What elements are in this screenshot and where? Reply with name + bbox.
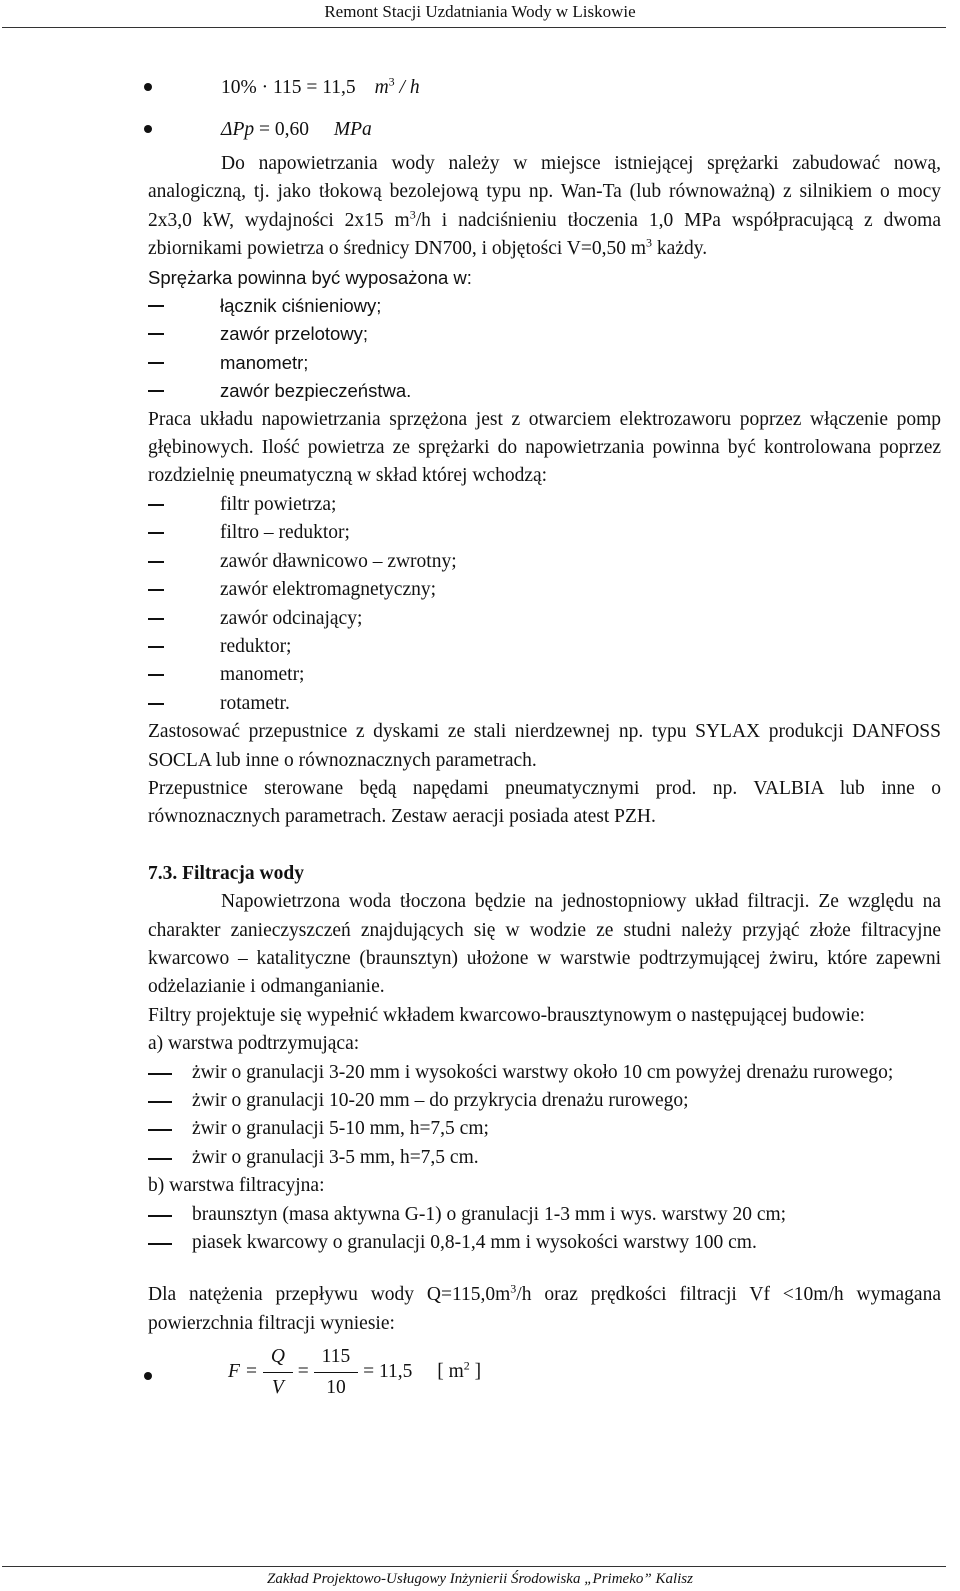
list-item: żwir o granulacji 5-10 mm, h=7,5 cm;	[148, 1115, 941, 1143]
paragraph-valves-1: Zastosować przepustnice z dyskami ze stali nierdzewnej np. typu SYLAX produkcji DANFOSS SOCLA lub inne o równoznacznych parametrach.	[148, 721, 941, 771]
list-item: żwir o granulacji 3-5 mm, h=7,5 cm.	[148, 1144, 941, 1172]
dash-icon	[148, 618, 164, 620]
formula-delta: ΔPp	[221, 119, 255, 140]
formula-lhs: F =	[228, 1361, 258, 1383]
dash-icon	[148, 333, 164, 335]
paragraph-compressor: Do napowietrzania wody należy w miejsce istniejącej sprężarki zabudować nową, analogiczną, tj. jako tłokową bezolejową typu np. Wan-Ta (lub równoważną) z silnikiem o mocy 2x3,0 kW, wydajności 2x15 $m^3/h$ i nadciśnieniu tłoczenia 1,0 MPa współpracującą z dwoma zbiornikami powietrza o średnicy DN700, i objętości V=0,50 $m^3$ każdy.	[148, 153, 941, 260]
formula-value: = 0,60	[258, 119, 309, 140]
dash-icon	[148, 1101, 172, 1103]
paragraph-filter-2: Filtry projektuje się wypełnić wkładem kwarcowo-brausztynowym o następującej budowie:	[148, 1004, 865, 1026]
section-number: 7.3.	[148, 862, 178, 884]
dash-icon	[148, 1215, 172, 1217]
dash-icon	[148, 1243, 172, 1245]
main-text	[148, 150, 941, 1412]
list-item: reduktor;	[148, 633, 941, 661]
dash-icon	[148, 305, 164, 307]
dash-icon	[148, 589, 164, 591]
list-item: zawór przelotowy;	[148, 320, 941, 348]
formula-multiplier: 115	[273, 77, 302, 98]
dash-icon	[148, 390, 164, 392]
header-divider	[2, 27, 946, 28]
dash-icon	[148, 703, 164, 705]
formula-per: / h	[399, 77, 420, 98]
list-item: zawór dławnicowo – zwrotny;	[148, 548, 941, 576]
fraction-values: $\frac{115}{10}$	[314, 1342, 359, 1403]
list-item: rotametr.	[148, 690, 941, 718]
dash-icon	[148, 561, 164, 563]
fraction-q-v: $\frac{Q}{V}$	[263, 1342, 293, 1403]
section-heading	[148, 860, 941, 888]
formula-unit: [ m	[437, 1361, 464, 1383]
paragraph-flow: Dla natężenia przepływu wody $Q=115,0m^3/h$ oraz prędkości filtracji Vf <10m/h wymagana powierzchnia filtracji wyniesie:	[148, 1281, 941, 1334]
bullet-icon	[144, 125, 152, 133]
dash-icon	[148, 504, 164, 506]
bullet-icon	[144, 83, 152, 91]
list-item: filtr powietrza;	[148, 491, 941, 519]
compressor-intro: Sprężarka powinna być wyposażona w:	[148, 266, 472, 288]
dash-icon	[148, 1073, 172, 1075]
list-item: piasek kwarcowy o granulacji 0,8-1,4 mm i wysokości warstwy 100 cm.	[148, 1229, 941, 1257]
formula-exponent: 3	[388, 74, 395, 89]
list-item: manometr;	[148, 349, 941, 377]
formula-percent: 10%	[221, 77, 257, 98]
layer-b-heading: b) warstwa filtracyjna:	[148, 1175, 325, 1197]
dash-icon	[148, 646, 164, 648]
list-item: zawór bezpieczeństwa.	[148, 377, 941, 405]
layer-a-heading: a) warstwa podtrzymująca:	[148, 1033, 360, 1055]
formula-result: = 11,5	[363, 1361, 413, 1383]
footer-divider	[2, 1566, 946, 1567]
bullet-icon	[144, 1372, 152, 1380]
list-item: łącznik ciśnieniowy;	[148, 292, 941, 320]
paragraph-work: Praca układu napowietrzania sprzężona jest z otwarciem elektrozaworu poprzez włączenie pomp głębinowych. Ilość powietrza ze sprężarki do napowietrzania powinna być kontrolowana poprzez rozdzielnię pneumatyczną w skład której wchodzą:	[148, 408, 941, 487]
formula-area: F = $\frac{Q}{V}$ = $\frac{115}{10}$ = 11,5 [ $m^2$ ]	[148, 1342, 941, 1412]
list-item: filtro – reduktor;	[148, 519, 941, 547]
page-body	[148, 70, 941, 148]
formula-unit: m	[374, 77, 389, 98]
page-header: Remont Stacji Uzdatniania Wody w Liskowie	[324, 2, 636, 21]
list-item: zawór elektromagnetyczny;	[148, 576, 941, 604]
dash-icon	[148, 362, 164, 364]
formula-air-flow: 10% · 115 = 11,5 $m^3$ / h	[148, 70, 941, 106]
list-item: żwir o granulacji 10-20 mm – do przykrycia drenażu rurowego;	[148, 1087, 941, 1115]
formula-pressure	[148, 112, 941, 148]
section-title: Filtracja wody	[182, 862, 304, 884]
dash-icon	[148, 532, 164, 534]
page-footer: Zakład Projektowo-Usługowy Inżynierii Środowiska „Primeko” Kalisz	[267, 1571, 693, 1587]
list-item: braunsztyn (masa aktywna G-1) o granulacji 1-3 mm i wys. warstwy 20 cm;	[148, 1201, 941, 1229]
paragraph-valves-2: Przepustnice sterowane będą napędami pneumatycznymi prod. np. VALBIA lub inne o równoznacznych parametrach. Zestaw aeracji posiada atest PZH.	[148, 777, 941, 828]
list-item: zawór odcinający;	[148, 605, 941, 633]
dash-icon	[148, 674, 164, 676]
formula-unit: MPa	[333, 119, 372, 140]
list-item: manometr;	[148, 661, 941, 689]
formula-result: = 11,5	[306, 77, 356, 98]
list-item: żwir o granulacji 3-20 mm i wysokości warstwy około 10 cm powyżej drenażu rurowego;	[148, 1059, 941, 1087]
dash-icon	[148, 1129, 172, 1131]
dash-icon	[148, 1158, 172, 1160]
paragraph-filter-1: Napowietrzona woda tłoczona będzie na jednostopniowy układ filtracji. Ze względu na charakter zanieczyszczeń znajdujących się w wodzie ze studni należy przyjąć złoże filtracyjne kwarcowo – katalityczne (braunsztyn) ułożone w warstwie podtrzymującej żwiru, które zapewni odżelazianie i odmanganianie.	[148, 891, 941, 998]
